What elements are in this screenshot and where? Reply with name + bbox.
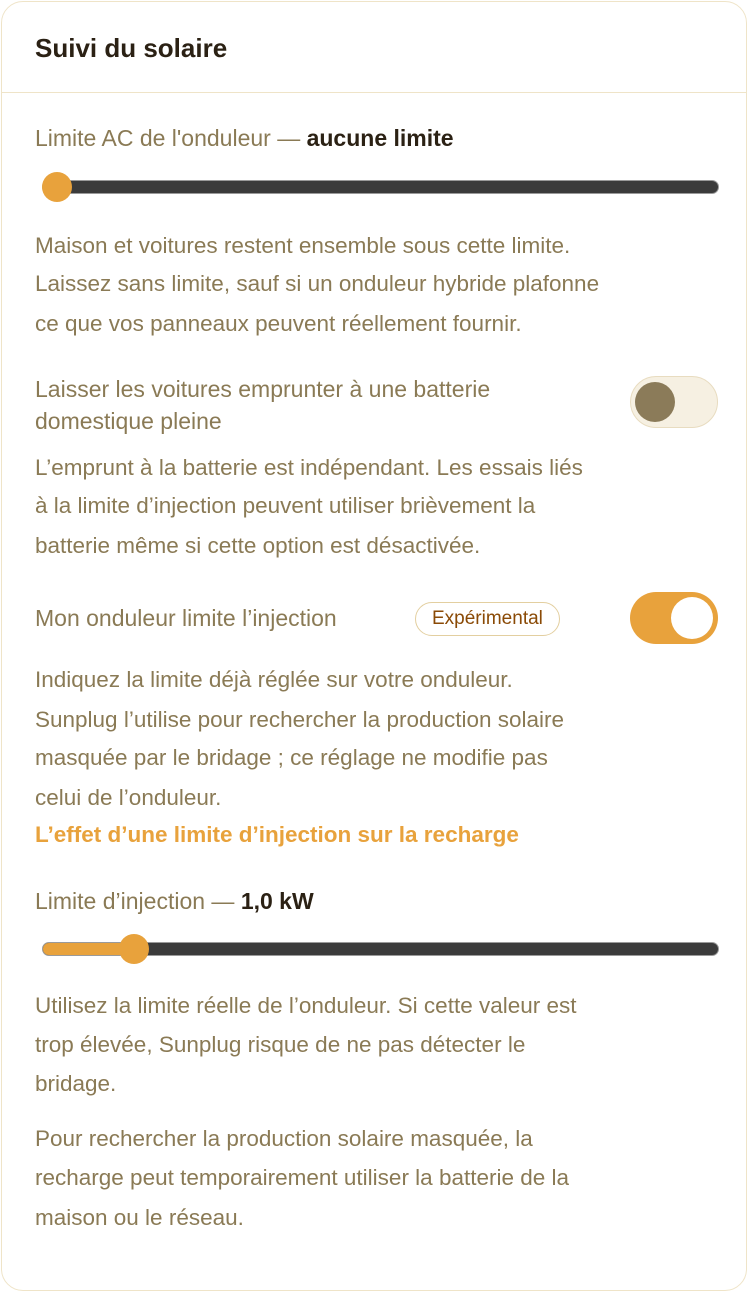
ac-limit-help-1: Maison et voitures restent ensemble sous cette limite. [35, 233, 571, 258]
export-limit-value-help-3: bridage. [35, 1071, 117, 1096]
export-limit-help-3: masquée par le bridage ; ce réglage ne modifie pas [35, 745, 548, 770]
export-limit-note-3: maison ou le réseau. [35, 1205, 244, 1230]
ac-limit-value: aucune limite [306, 125, 454, 151]
ac-limit-label-text: Limite AC de l'onduleur — [35, 125, 307, 151]
export-limit-slider[interactable] [42, 942, 719, 956]
export-limit-note-2: recharge peut temporairement utiliser la batterie de la [35, 1165, 570, 1190]
export-limit-label-text: Limite d’injection — [35, 888, 241, 914]
export-limit-help-2: Sunplug l’utilise pour rechercher la production solaire [35, 707, 565, 732]
borrow-battery-label-1: Laisser les voitures emprunter à une batterie [35, 376, 491, 402]
borrow-battery-toggle-knob [635, 382, 675, 422]
experimental-badge: Expérimental [415, 602, 560, 636]
export-limit-slider-thumb[interactable] [119, 934, 149, 964]
ac-limit-help-2: Laissez sans limite, sauf si un onduleur hybride plafonne [35, 271, 600, 296]
ac-limit-help-3: ce que vos panneaux peuvent réellement fournir. [35, 311, 522, 336]
export-limit-toggle-label: Mon onduleur limite l’injection [35, 605, 337, 631]
export-limit-label [35, 885, 314, 917]
borrow-battery-help-2: à la limite d’injection peuvent utiliser brièvement la [35, 493, 536, 518]
borrow-battery-help-1: L’emprunt à la batterie est indépendant. Les essais liés [35, 455, 583, 480]
export-limit-note-1: Pour rechercher la production solaire masquée, la [35, 1126, 533, 1151]
borrow-battery-toggle[interactable] [630, 376, 718, 428]
borrow-battery-help-3: batterie même si cette option est désactivée. [35, 533, 481, 558]
export-limit-help-4: celui de l’onduleur. [35, 785, 222, 810]
card-title: Suivi du solaire [35, 33, 228, 63]
export-limit-effect-link[interactable]: L’effet d’une limite d’injection sur la recharge [35, 822, 519, 847]
export-limit-help-1: Indiquez la limite déjà réglée sur votre onduleur. [35, 667, 513, 692]
export-limit-toggle-knob [671, 597, 713, 639]
ac-limit-slider[interactable] [42, 180, 719, 194]
export-limit-value-help-2: trop élevée, Sunplug risque de ne pas détecter le [35, 1032, 526, 1057]
export-limit-value: 1,0 kW [240, 888, 314, 914]
solar-tracking-card [1, 1, 747, 1291]
export-limit-value-help-1: Utilisez la limite réelle de l’onduleur. Si cette valeur est [35, 993, 577, 1018]
ac-limit-label [35, 122, 454, 154]
ac-limit-slider-thumb[interactable] [42, 172, 72, 202]
borrow-battery-label-2: domestique pleine [35, 408, 222, 434]
export-limit-toggle[interactable] [630, 592, 718, 644]
